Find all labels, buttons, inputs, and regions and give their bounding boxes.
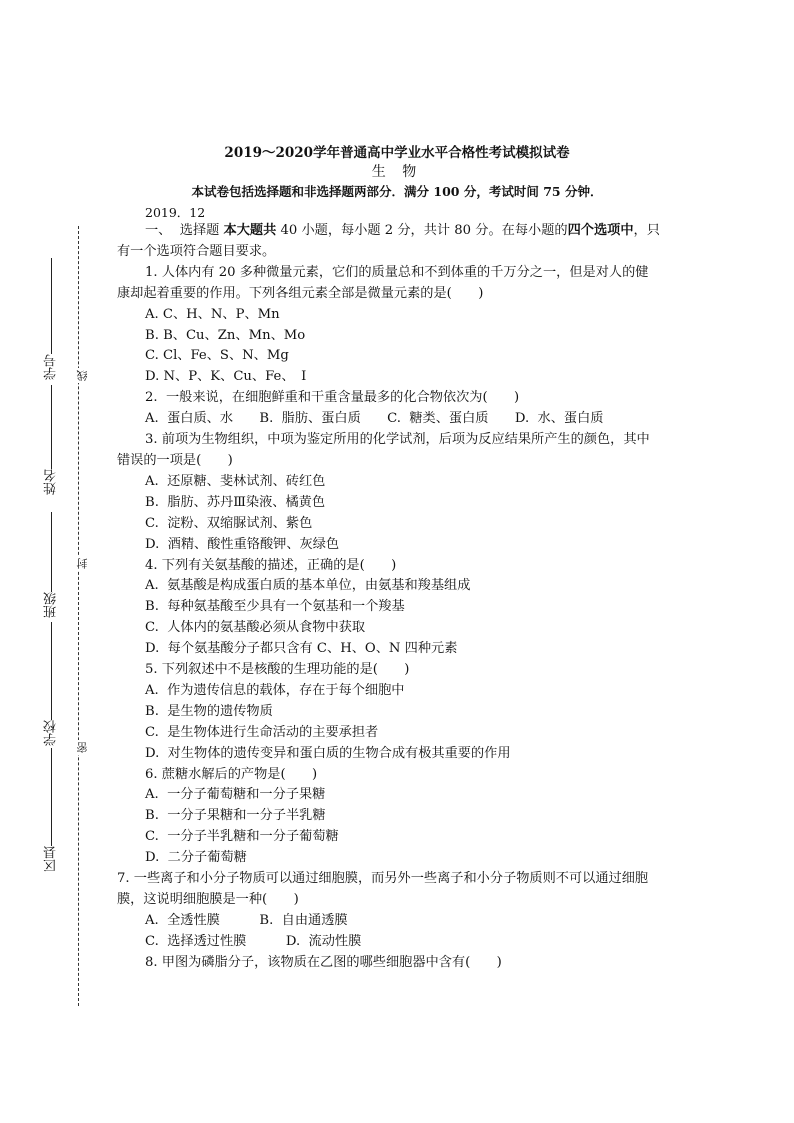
question-stem: 8. 甲图为磷脂分子，该物质在乙图的哪些细胞器中含有( ) <box>145 954 502 970</box>
question-item <box>117 869 682 953</box>
exam-date: 2019．12 <box>145 205 206 220</box>
question-item <box>117 263 682 388</box>
section-heading <box>117 221 682 242</box>
question-item <box>117 765 682 870</box>
field-label: 区县 <box>43 846 59 872</box>
field-class <box>44 512 58 618</box>
question-stem: 7. 一些离子和小分子物质可以通过细胞膜，而另外一些离子和小分子物质则不可以通过细胞 <box>117 871 649 887</box>
field-student-number <box>44 258 58 380</box>
answer-option: D. 对生物体的遗传变异和蛋白质的生物合成有极其重要的作用 <box>145 745 511 761</box>
question-item <box>117 556 682 661</box>
fill-line <box>51 258 52 354</box>
section-emphasis: 四个选项中 <box>567 223 634 238</box>
section-tail: ，只 <box>633 223 660 238</box>
question-stem: 5. 下列叙述中不是核酸的生理功能的是( ) <box>145 662 410 678</box>
field-district <box>44 748 58 872</box>
answer-option: C. 淀粉、双缩脲试剂、紫色 <box>145 515 313 531</box>
answer-option: C. 选择透过性膜 D. 流动性膜 <box>145 933 362 949</box>
question-item <box>117 388 682 430</box>
question-stem-cont: 错误的一项是( ) <box>117 452 233 468</box>
fill-line <box>51 385 52 469</box>
fill-line <box>51 512 52 592</box>
section-number: 一、 选择题 <box>145 223 220 238</box>
fill-line <box>51 622 52 720</box>
section-heading-cont: 有一个选项符合题目要求。 <box>117 243 276 259</box>
binding-dashed-line <box>78 226 79 1006</box>
answer-option: D. 每个氨基酸分子都只含有 C、H、O、N 四种元素 <box>145 641 458 657</box>
answer-option: D. N、P、K、Cu、Fe、 I <box>145 369 307 385</box>
question-stem: 1. 人体内有 20 多种微量元素，它们的质量总和不到体重的千万分之一，但是对人的健 <box>145 264 649 280</box>
question-item <box>117 660 682 765</box>
answer-option: A. 作为遗传信息的载体，存在于每个细胞中 <box>145 682 405 698</box>
question-content <box>117 221 682 974</box>
answer-option: B. 每种氨基酸至少具有一个氨基和一个羧基 <box>145 599 405 615</box>
field-label: 班级 <box>43 592 59 618</box>
answer-option: A. 蛋白质、水 B. 脂肪、蛋白质 C. 糖类、蛋白质 D. 水、蛋白质 <box>145 411 604 427</box>
answer-option: A. 氨基酸是构成蛋白质的基本单位，由氨基和羧基组成 <box>145 578 471 594</box>
seal-mark-seal: 封 <box>76 558 89 569</box>
field-school <box>44 622 58 746</box>
fill-line <box>51 748 52 846</box>
answer-option: D. 酒精、酸性重铬酸钾、灰绿色 <box>145 536 340 552</box>
section-bold: 本大题共 <box>223 223 277 238</box>
answer-option: A. 一分子葡萄糖和一分子果糖 <box>145 787 326 803</box>
field-label: 学校 <box>43 720 59 746</box>
question-stem-cont: 康却起着重要的作用。下列各组元素全部是微量元素的是( ) <box>117 285 484 301</box>
question-list <box>117 263 682 974</box>
field-name <box>44 385 58 495</box>
question-stem: 2. 一般来说，在细胞鲜重和干重含量最多的化合物依次为( ) <box>145 390 520 406</box>
question-stem-cont: 膜，这说明细胞膜是一种( ) <box>117 892 299 907</box>
exam-instructions: 本试卷包括选择题和非选择题两部分．满分 100 分，考试时间 75 分钟． <box>191 184 603 199</box>
question-item <box>117 953 682 974</box>
seal-mark-line: 线 <box>76 370 89 381</box>
answer-option: C. Cl、Fe、S、N、Mg <box>145 348 289 364</box>
answer-option: A. C、H、N、P、Mn <box>145 306 280 322</box>
question-item <box>117 430 682 555</box>
question-stem: 4. 下列有关氨基酸的描述，正确的是( ) <box>145 557 397 573</box>
answer-option: B. B、Cu、Zn、Mn、Mo <box>145 327 306 343</box>
answer-option: C. 人体内的氨基酸必须从食物中获取 <box>145 620 366 636</box>
exam-subject: 生 物 <box>371 164 423 180</box>
question-stem: 6. 蔗糖水解后的产物是( ) <box>145 766 318 782</box>
field-label: 姓名 <box>43 469 59 495</box>
answer-option: D. 二分子葡萄糖 <box>145 850 247 866</box>
question-stem: 3. 前项为生物组织，中项为鉴定所用的化学试剂，后项为反应结果所产生的颜色，其中 <box>145 432 650 448</box>
answer-option: B. 脂肪、苏丹Ⅲ染液、橘黄色 <box>145 494 326 510</box>
answer-option: B. 是生物的遗传物质 <box>145 703 273 719</box>
field-label: 学号 <box>43 354 59 380</box>
answer-option: C. 是生物体进行生命活动的主要承担者 <box>145 724 379 740</box>
answer-option: A. 还原糖、斐林试剂、砖红色 <box>145 473 326 489</box>
exam-title: 2019～2020学年普通高中学业水平合格性考试模拟试卷 <box>224 145 570 161</box>
section-text: 40 小题，每小题 2 分，共计 80 分。在每小题的 <box>276 223 568 238</box>
answer-option: B. 一分子果糖和一分子半乳糖 <box>145 808 326 824</box>
answer-option: A. 全透性膜 B. 自由通透膜 <box>145 912 348 928</box>
answer-option: C. 一分子半乳糖和一分子葡萄糖 <box>145 829 339 845</box>
seal-mark-close: 密 <box>76 742 89 753</box>
